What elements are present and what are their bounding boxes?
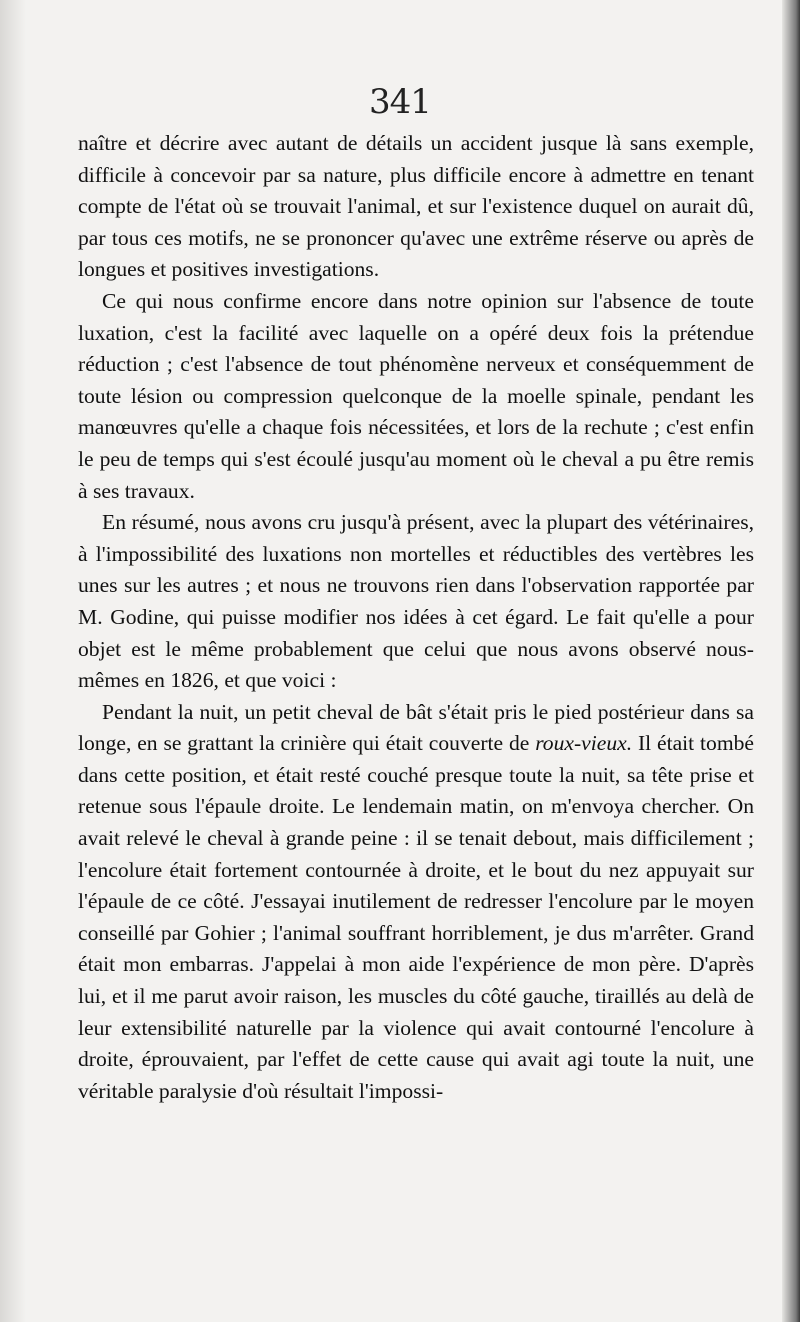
- paragraph-4-italic-term: roux-vieux.: [535, 731, 633, 756]
- paragraph-2: [78, 286, 754, 507]
- paragraph-3-text: En résumé, nous avons cru jusqu'à présent, avec la plupart des vétérinaires, à l'impossibilité des luxations non mortelles et réductibles des vertèbres les unes sur les autres ; et nous ne trouvons rien dans l'observation rapportée par M. Godine, qui puisse modifier nos idées à cet égard. Le fait qu'elle a pour objet est le même probablement que celui que nous avons observé nous-mêmes en 1826, et que voici :: [78, 510, 754, 693]
- paragraph-3: [78, 507, 754, 697]
- paragraph-4-text-start: Pendant la nuit, un petit cheval de bât s'était pris le pied postérieur dans sa longe, en se grattant la crinière qui était couverte de: [78, 699, 754, 756]
- paragraph-2-text: Ce qui nous confirme encore dans notre opinion sur l'absence de toute luxation, c'est la facilité avec laquelle on a opéré deux fois la prétendue réduction ; c'est l'absence de tout phénomène nerveux et conséquemment de toute lésion ou compression quelconque de la moelle spinale, pendant les manœuvres qu'elle a chaque fois nécessitées, et lors de la rechute ; c'est enfin le peu de temps qui s'est écoulé jusqu'au moment où le cheval a pu être remis à ses travaux.: [78, 288, 754, 503]
- paragraph-4-text-end: Il était tombé dans cette position, et était resté couché presque toute la nuit, sa tête prise et retenue sous l'épaule droite. Le lendemain matin, on m'envoya chercher. On avait relevé le cheval à grande peine : il se tenait debout, mais difficilement ; l'encolure était fortement contournée à droite, et le bout du nez appuyait sur l'épaule de ce côté. J'essayai inutilement de redresser l'encolure par le moyen conseillé par Gohier ; l'animal souffrant horriblement, je dus m'arrêter. Grand était mon embarras. J'appelai à mon aide l'expérience de mon père. D'après lui, et il me parut avoir raison, les muscles du côté gauche, tiraillés au delà de leur extensibilité naturelle par la violence qui avait contourné l'encolure à droite, éprouvaient, par l'effet de cette cause qui avait agi toute la nuit, une véritable paralysie d'où résultait l'impossi-: [78, 731, 754, 1103]
- paragraph-1-text: naître et décrire avec autant de détails un accident jusque là sans exemple, difficile à concevoir par sa nature, plus difficile encore à admettre en tenant compte de l'état où se trouvait l'animal, et sur l'existence duquel on aurait dû, par tous ces motifs, ne se prononcer qu'avec une extrême réserve ou après de longues et positives investigations.: [78, 131, 754, 282]
- paragraph-1: [78, 128, 754, 286]
- page-number: 341: [369, 82, 431, 122]
- page-shadow-left: [0, 0, 26, 1322]
- body-text: [78, 128, 754, 1107]
- paragraph-4: [78, 697, 754, 1108]
- page-edge-right: [782, 0, 800, 1322]
